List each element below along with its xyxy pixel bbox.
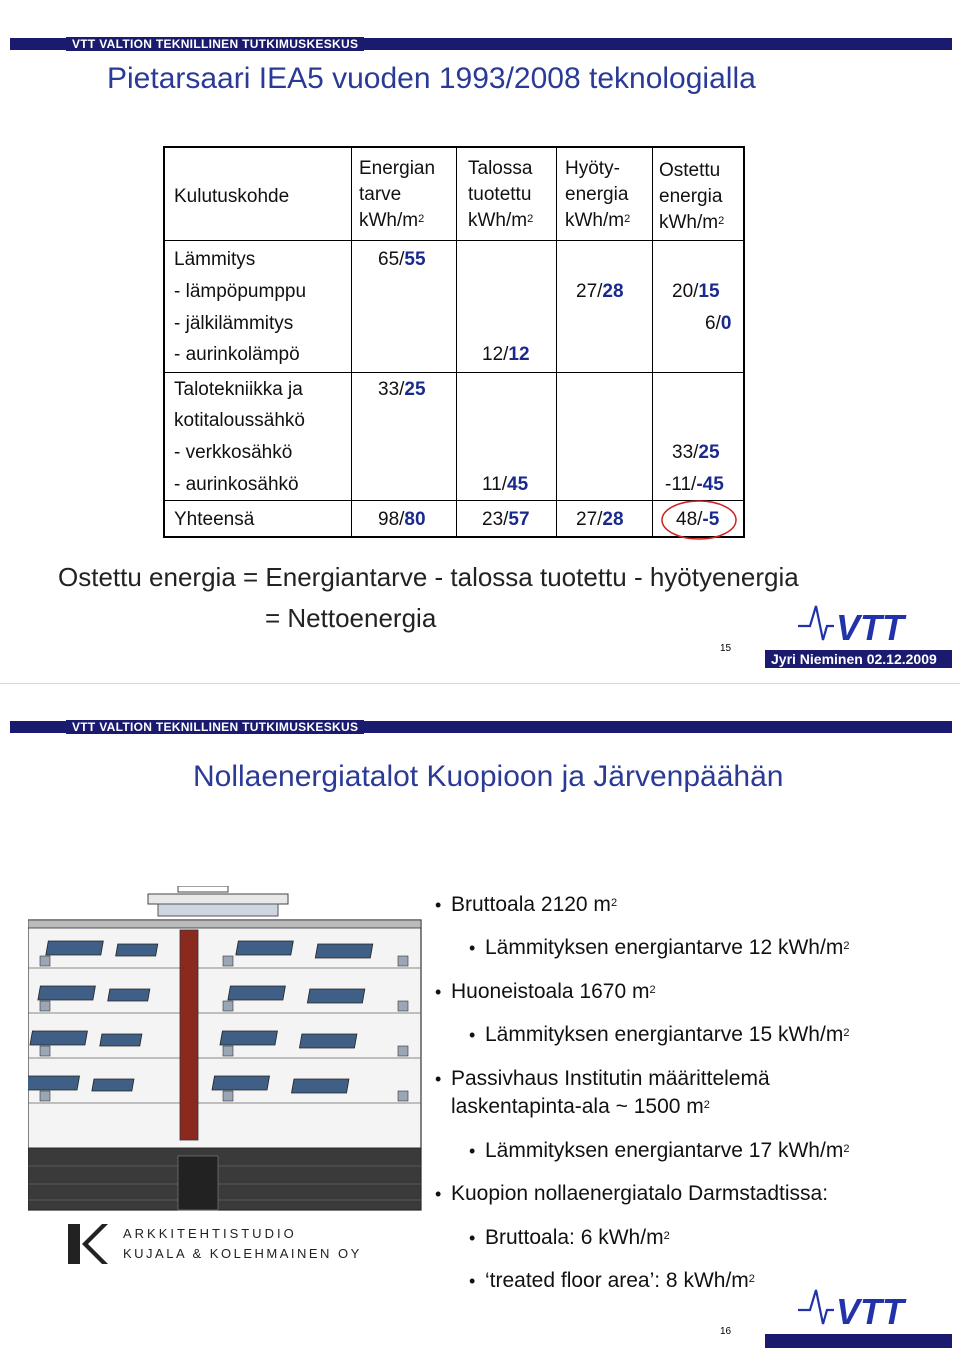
bullet-item: • Huoneistoala 1670 $m^2$ [451, 978, 656, 1006]
author-date-bar: Jyri Nieminen 02.12.2009 [765, 650, 952, 668]
bullet-continuation: laskentapinta-ala ~ 1500 $m^2$ [451, 1095, 710, 1118]
architect-logo [68, 1222, 362, 1267]
header-banner [10, 721, 952, 733]
page-number-16: 16 [720, 1326, 732, 1337]
value-aurinkosahko-ostettu: -11/-45 [665, 474, 724, 495]
header-hyotyenergia: Hyöty- energia kWh/$m^2$ [565, 158, 631, 231]
bullet-item: • Bruttoala: 6 kWh/$m^2$ [485, 1224, 670, 1252]
bullet-item: • Lämmityksen energiantarve 15 kWh/$m^2$ [485, 1021, 849, 1049]
bullet-item: • Kuopion nollaenergiatalo Darmstadtissa: [451, 1180, 828, 1208]
header-kulutuskohde: Kulutuskohde [174, 186, 290, 207]
value-total-tuotettu: 23/57 [482, 509, 530, 530]
header-ostettu-energia: Ostettu energia kWh/$m^2$ [659, 160, 725, 233]
value-total-tarve: 98/80 [378, 509, 426, 530]
highlight-circle [659, 498, 739, 542]
row-label-talotekniikka: Talotekniikka ja [174, 379, 303, 400]
banner-text: VTT VALTION TEKNILLINEN TUTKIMUSKESKUS [66, 37, 364, 51]
svg-text:VTT: VTT [836, 607, 904, 646]
bullet-item: • Passivhaus Institutin määrittelemä [451, 1065, 770, 1093]
row-label-kotitaloussahko: kotitaloussähkö [174, 410, 305, 431]
bullet-item: • Bruttoala 2120 $m^2$ [451, 891, 617, 919]
value-total-ostettu: 48/-5 [676, 509, 720, 530]
formula-line-2: = Nettoenergia [265, 603, 437, 633]
building-elevation-drawing [28, 886, 423, 1220]
vtt-logo-slide16 [796, 1284, 911, 1330]
value-lammitys-tarve: 65/55 [378, 249, 426, 270]
page-number: 15 [720, 643, 732, 654]
vtt-logo [796, 600, 911, 646]
row-label-verkkosahko: - verkkosähkö [174, 442, 293, 463]
bullet-item: • ‘treated floor area’: 8 kWh/$m^2$ [485, 1267, 755, 1295]
row-label-lampopumppu: - lämpöpumppu [174, 281, 307, 302]
row-label-yhteensa: Yhteensä [174, 509, 255, 530]
value-lampopumppu-ostettu: 20/15 [672, 281, 720, 302]
row-label-aurinkolampo: - aurinkolämpö [174, 344, 300, 365]
energy-table [163, 146, 745, 538]
value-total-hyoty: 27/28 [576, 509, 624, 530]
row-label-jalkilammitys: - jälkilämmitys [174, 313, 294, 334]
value-aurinkosahko-tuotettu: 11/45 [482, 474, 529, 495]
value-jalkilammitys-ostettu: 6/0 [705, 313, 732, 334]
value-lampopumppu-hyoty: 27/28 [576, 281, 624, 302]
bullet-item: • Lämmityksen energiantarve 17 kWh/$m^2$ [485, 1137, 849, 1165]
footer-bar [765, 1334, 952, 1348]
architect-name-line1: ARKKITEHTISTUDIO [123, 1226, 297, 1241]
value-talotekniikka-tarve: 33/25 [378, 379, 426, 400]
header-talossa-tuotettu: Talossa tuotettu kWh/$m^2$ [468, 158, 534, 231]
header-energiantarve: Energian tarve kWh/$m^2$ [359, 158, 436, 231]
formula-line-1: Ostettu energia = Energiantarve - talossa tuotettu - hyötyenergia [58, 562, 799, 592]
row-label-aurinkosahko: - aurinkosähkö [174, 474, 299, 495]
header-banner [10, 38, 952, 50]
row-label-lammitys: Lämmitys [174, 249, 256, 270]
bullet-item: • Lämmityksen energiantarve 12 kWh/$m^2$ [485, 934, 849, 962]
banner-text: VTT VALTION TEKNILLINEN TUTKIMUSKESKUS [66, 720, 364, 734]
slide-15 [0, 0, 960, 683]
svg-text:VTT: VTT [836, 1291, 904, 1330]
value-verkkosahko-ostettu: 33/25 [672, 442, 720, 463]
slide-title: Pietarsaari IEA5 vuoden 1993/2008 teknologialla [107, 62, 756, 95]
architect-name-line2: KUJALA & KOLEHMAINEN OY [123, 1246, 362, 1261]
value-aurinkolampo-tuotettu: 12/12 [482, 344, 530, 365]
slide-title: Nollaenergiatalot Kuopioon ja Järvenpäähän [193, 760, 784, 793]
